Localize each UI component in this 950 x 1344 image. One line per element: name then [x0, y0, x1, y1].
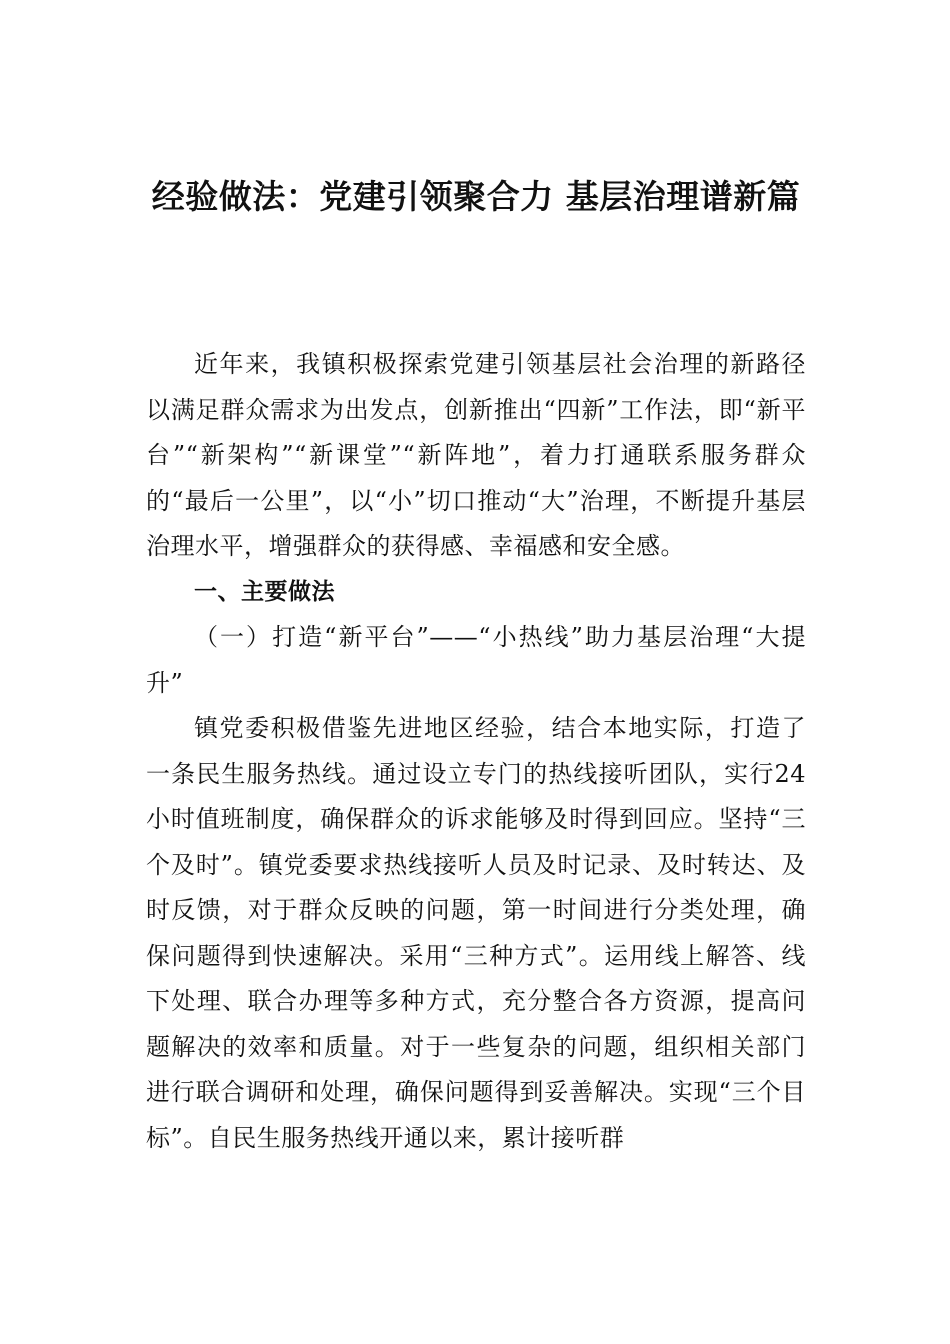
body-paragraph: 镇党委积极借鉴先进地区经验，结合本地实际，打造了一条民生服务热线。通过设立专门的热线接听团队，实行24小时值班制度，确保群众的诉求能够及时得到回应。坚持“三个及时”。镇党委要求热线接听人员及时记录、及时转达、及时反馈，对于群众反映的问题，第一时间进行分类处理，确保问题得到快速解决。采用“三种方式”。运用线上解答、线下处理、联合办理等多种方式，充分整合各方资源，提高问题解决的效率和质量。对于一些复杂的问题，组织相关部门进行联合调研和处理，确保问题得到妥善解决。实现“三个目标”。自民生服务热线开通以来，累计接听群: [146, 714, 806, 1152]
document-body: [146, 342, 806, 1161]
document-page: [146, 0, 806, 1344]
subsection-heading-new-platform: （一）打造“新平台”——“小热线”助力基层治理“大提升”: [146, 623, 806, 697]
intro-paragraph: 近年来，我镇积极探索党建引领基层社会治理的新路径以满足群众需求为出发点，创新推出“四新”工作法，即“新平台”“新架构”“新课堂”“新阵地”，着力打通联系服务群众的“最后一公里”，以“小”切口推动“大”治理，不断提升基层治理水平，增强群众的获得感、幸福感和安全感。: [146, 350, 806, 560]
section-heading-main-practices: 一、主要做法: [194, 578, 335, 605]
document-title: 经验做法：党建引领聚合力 基层治理谱新篇: [151, 177, 801, 216]
